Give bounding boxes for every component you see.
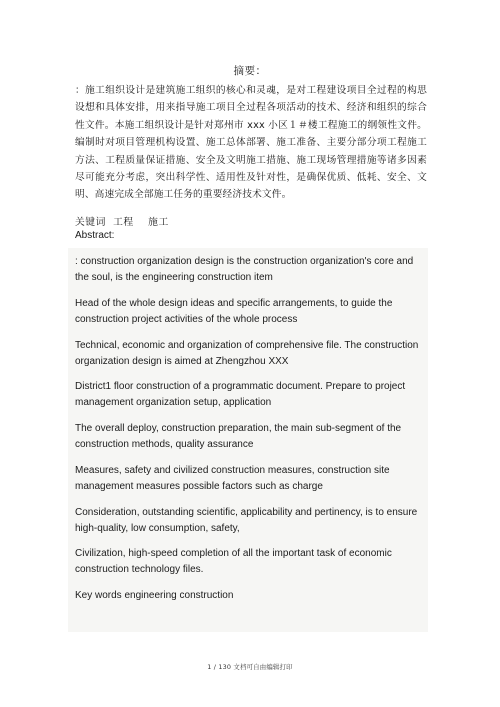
- chinese-keywords: 关键词 工程 施工: [75, 217, 169, 228]
- english-abstract-paragraph: : construction organization design is the construction organization's core and the soul, is the engineering construction item: [75, 256, 414, 283]
- english-abstract-paragraph: The overall deploy, construction preparation, the main sub-segment of the construction methods, quality assurance: [75, 423, 402, 450]
- english-abstract-paragraph: Civilization, high-speed completion of all the important task of economic construction technology files.: [75, 548, 392, 575]
- english-abstract-paragraph: Technical, economic and organization of comprehensive file. The construction organization design is aimed at Zhengzhou XXX: [75, 340, 419, 367]
- english-abstract-paragraph: Head of the whole design ideas and specific arrangements, to guide the construction project activities of the whole process: [75, 298, 393, 325]
- english-abstract-paragraph: Measures, safety and civilized construction measures, construction site management measures possible factors such as charge: [75, 465, 390, 492]
- page-footer: 1 / 130 文档可自由编辑打印: [207, 663, 293, 671]
- chinese-abstract-title: 摘要：: [233, 65, 267, 77]
- english-abstract-label: Abstract:: [75, 230, 115, 241]
- english-abstract-paragraph: Consideration, outstanding scientific, applicability and pertinency, is to ensure high-quality, low consumption, safety,: [75, 507, 418, 534]
- english-keywords: Key words engineering construction: [75, 590, 234, 601]
- chinese-abstract-text: ：施工组织设计是建筑施工组织的核心和灵魂，是对工程建设项目全过程的构思设想和具体安排，用来指导施工项目全过程各项活动的技术、经济和组织的综合性文件。本施工组织设计是针对郑州市 xxx 小区１＃楼工程施工的纲领性文件。编制时对项目管理机构设置、施工总体部署、施工准备、主要分部分项工程施工方法、工程质量保证措施、安全及文明施工措施、施工现场管理措施等诸多因素尽可能充分考虑，突出科学性、适用性及针对性，是确保优质、低耗、安全、文明、高速完成全部施工任务的重要经济技术文件。: [75, 85, 427, 201]
- chinese-abstract-body: [75, 82, 427, 204]
- english-abstract-paragraph: District1 floor construction of a programmatic document. Prepare to project management organization setup, application: [75, 381, 406, 408]
